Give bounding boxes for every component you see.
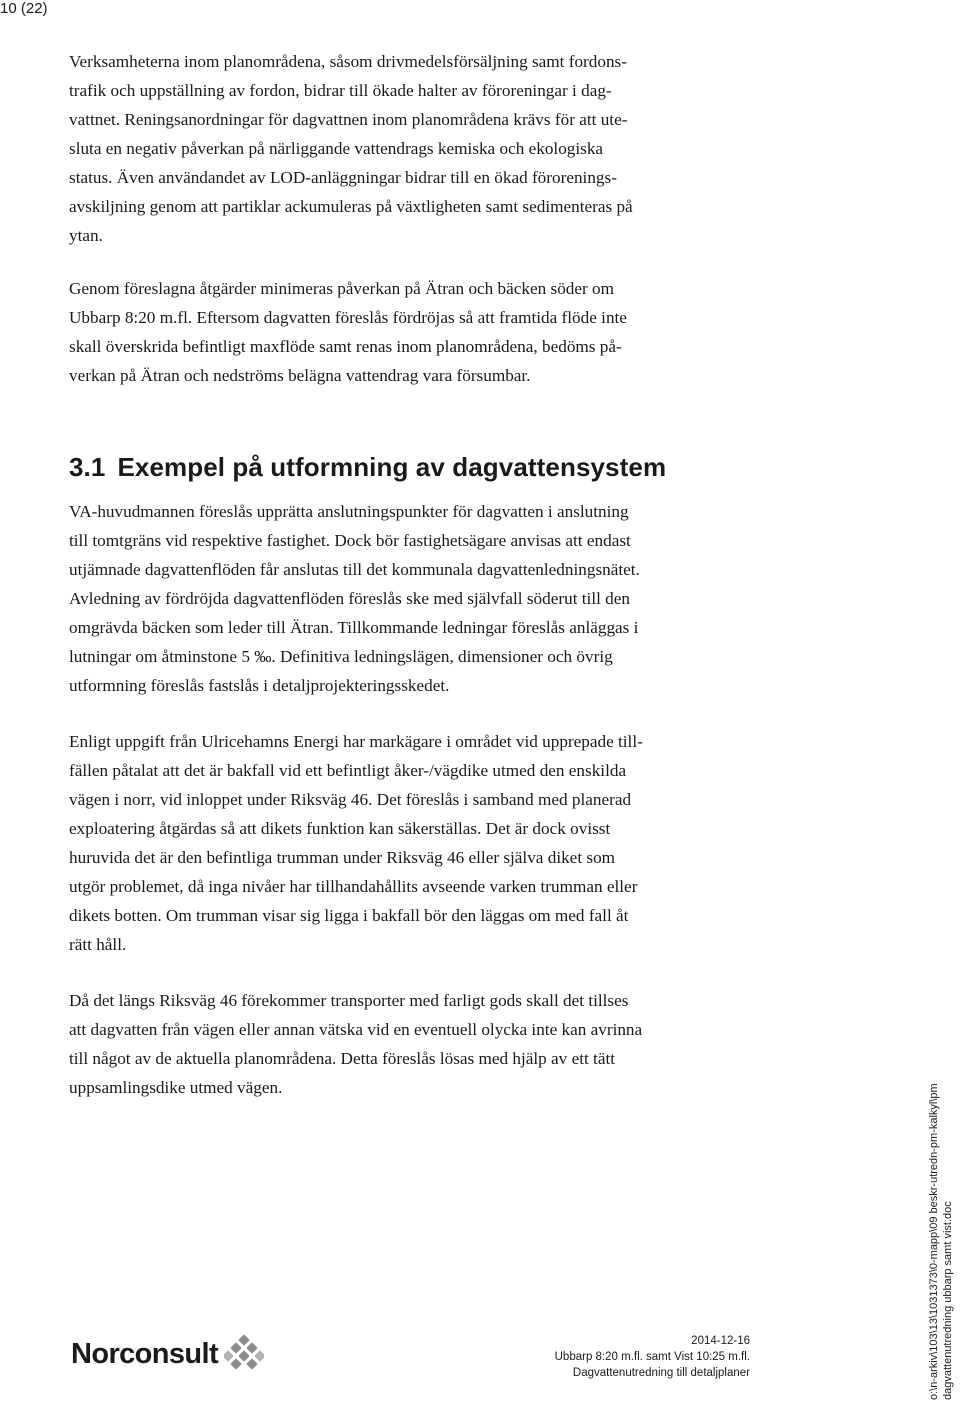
paragraph-intro: [69, 47, 769, 250]
text-line: att dagvatten från vägen eller annan vätska vid en eventuell olycka inte kan avrinna: [69, 1020, 643, 1039]
text-line: Avledning av fördröjda dagvattenflöden föreslås ske med självfall söderut till den: [69, 589, 630, 608]
text-line: utformning föreslås fastslås i detaljprojekteringsskedet.: [69, 676, 450, 695]
text-line: verkan på Ätran och nedströms belägna vattendrag vara försumbar.: [69, 366, 531, 385]
text-line: till något av de aktuella planområdena. Detta föreslås lösas med hjälp av ett tätt: [69, 1049, 615, 1068]
text-line: Genom föreslagna åtgärder minimeras påverkan på Ätran och bäcken söder om: [69, 279, 615, 298]
footer-document-info: [555, 1333, 750, 1381]
document-body: [69, 47, 769, 1097]
text-line: fällen påtalat att det är bakfall vid ett befintligt åker-/vägdike utmed den enskilda: [69, 761, 627, 780]
paragraph-measures: [69, 274, 769, 390]
norconsult-diamond-logo-icon: [224, 1334, 264, 1374]
text-line: dikets botten. Om trumman visar sig ligga i bakfall bör den läggas om med fall åt: [69, 906, 629, 925]
text-line: utjämnade dagvattenflöden får anslutas till det kommunala dagvattenledningsnätet.: [69, 560, 640, 579]
text-line: VA-huvudmannen föreslås upprätta anslutningspunkter för dagvatten i anslutning: [69, 502, 629, 521]
paragraph-backfall-ditch: [69, 727, 769, 959]
file-path-line: o:\n-arkiv\103\13\1031373\0-mapp\09 beskr-utredn-pm-kalkyl\pm: [928, 1083, 940, 1400]
text-line: vägen i norr, vid inloppet under Riksväg 46. Det föreslås i samband med planerad: [69, 790, 632, 809]
text-line: rätt håll.: [69, 935, 127, 954]
page-number: 10 (22): [0, 0, 48, 17]
paragraph-hazardous-goods: [69, 986, 769, 1102]
section-heading: [69, 450, 666, 484]
text-line: exploatering åtgärdas så att dikets funktion kan säkerställas. Det är dock ovisst: [69, 819, 611, 838]
text-line: Då det längs Riksväg 46 förekommer transporter med farligt gods skall det tillses: [69, 991, 629, 1010]
text-line: vattnet. Reningsanordningar för dagvattnen inom planområdena krävs för att ute-: [69, 110, 628, 129]
norconsult-logo: [71, 1334, 264, 1374]
text-line: status. Även användandet av LOD-anläggningar bidrar till en ökad förorenings-: [69, 168, 617, 187]
project-name: Ubbarp 8:20 m.fl. samt Vist 10:25 m.fl.: [554, 1351, 750, 1363]
paragraph-connection-points: [69, 497, 769, 700]
file-path-line: dagvattenutredning ubbarp samt vist.doc: [942, 1201, 954, 1400]
text-line: lutningar om åtminstone 5 ‰. Definitiva ledningslägen, dimensioner och övrig: [69, 647, 613, 666]
section-body: [69, 497, 769, 1102]
text-line: Ubbarp 8:20 m.fl. Eftersom dagvatten föreslås fördröjas så att framtida flöde inte: [69, 308, 627, 327]
text-line: uppsamlingsdike utmed vägen.: [69, 1078, 283, 1097]
text-line: omgrävda bäcken som leder till Ätran. Tillkommande ledningar föreslås anläggas i: [69, 618, 639, 637]
text-line: skall överskrida befintligt maxflöde samt renas inom planområdena, bedöms på-: [69, 337, 622, 356]
text-line: Enligt uppgift från Ulricehamns Energi har markägare i området vid upprepade till-: [69, 732, 643, 751]
document-date: 2014-12-16: [691, 1335, 750, 1347]
text-line: utgör problemet, då inga nivåer har tillhandahållits avseende varken trumman eller: [69, 877, 638, 896]
text-line: avskiljning genom att partiklar ackumuleras på växtligheten samt sedimenteras på: [69, 197, 633, 216]
footer-file-path: [927, 1083, 955, 1400]
logo-wordmark: Norconsult: [71, 1337, 219, 1370]
section-title: Exempel på utformning av dagvattensystem: [117, 452, 667, 482]
document-title: Dagvattenutredning till detaljplaner: [572, 1367, 750, 1379]
text-line: trafik och uppställning av fordon, bidrar till ökade halter av föroreningar i dag-: [69, 81, 612, 100]
text-line: huruvida det är den befintliga trumman under Riksväg 46 eller själva diket som: [69, 848, 616, 867]
text-line: Verksamheterna inom planområdena, såsom drivmedelsförsäljning samt fordons-: [69, 52, 627, 71]
text-line: till tomtgräns vid respektive fastighet. Dock bör fastighetsägare anvisas att endast: [69, 531, 631, 550]
section-number: 3.1: [69, 452, 106, 482]
text-line: sluta en negativ påverkan på närliggande vattendrags kemiska och ekologiska: [69, 139, 604, 158]
text-line: ytan.: [69, 226, 103, 245]
